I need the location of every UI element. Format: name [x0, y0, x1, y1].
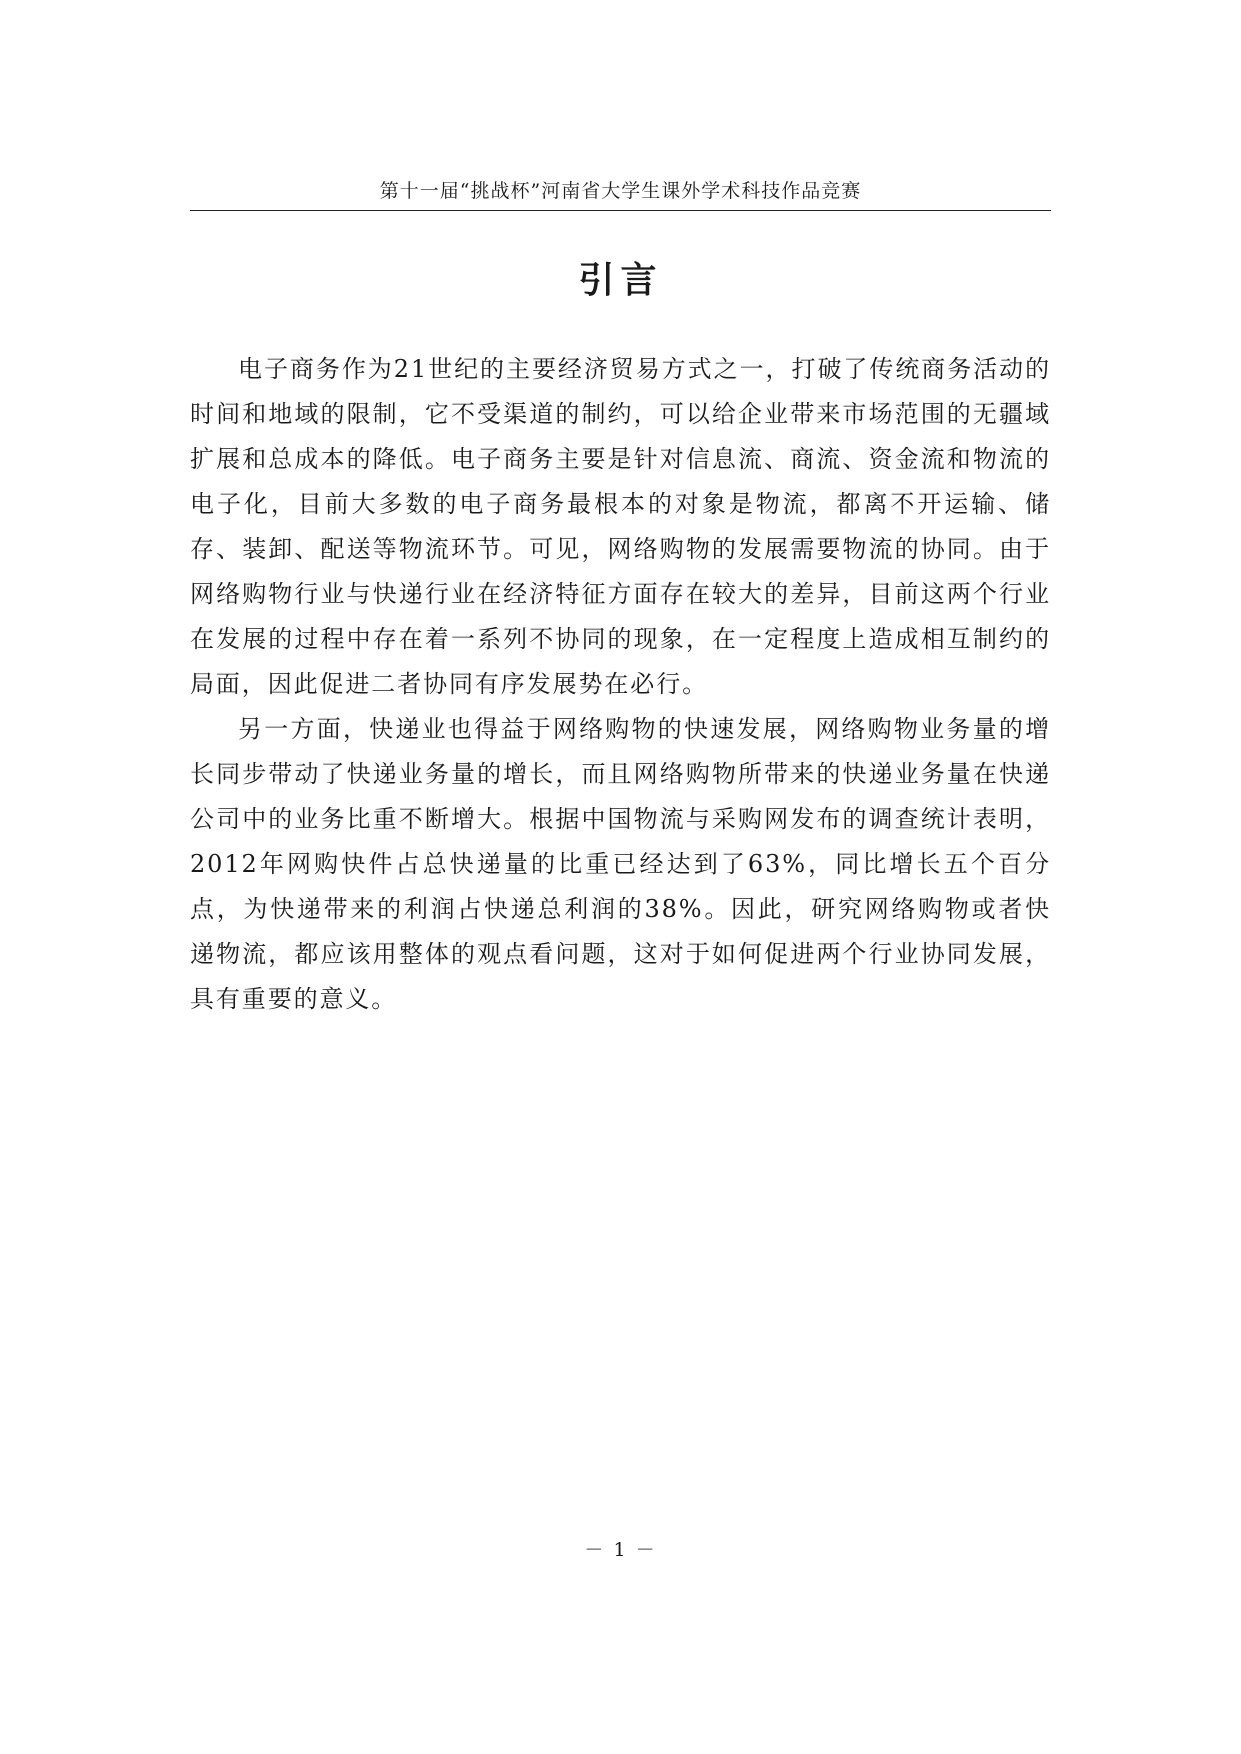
section-title: 引言 [578, 260, 663, 301]
page-number: － 1 － [584, 1539, 657, 1561]
paragraph: 另一方面，快递业也得益于网络购物的快速发展，网络购物业务量的增长同步带动了快递业务量的增长，而且网络购物所带来的快递业务量在快递公司中的业务比重不断增大。根据中国物流与采购网发布的调查统计表明，2012年网购快件占总快递量的比重已经达到了63%，同比增长五个百分点，为快递带来的利润占快递总利润的38%。因此，研究网络购物或者快递物流，都应该用整体的观点看问题，这对于如何促进两个行业协同发展，具有重要的意义。 [190, 715, 1051, 1013]
paragraph: 电子商务作为21世纪的主要经济贸易方式之一，打破了传统商务活动的时间和地域的限制，它不受渠道的制约，可以给企业带来市场范围的无疆域扩展和总成本的降低。电子商务主要是针对信息流、商流、资金流和物流的电子化，目前大多数的电子商务最根本的对象是物流，都离不开运输、储存、装卸、配送等物流环节。可见，网络购物的发展需要物流的协同。由于网络购物行业与快递行业在经济特征方面存在较大的差异，目前这两个行业在发展的过程中存在着一系列不协同的现象，在一定程度上造成相互制约的局面，因此促进二者协同有序发展势在必行。 [190, 355, 1051, 698]
body-text [190, 347, 1051, 1022]
running-header: 第十一届“挑战杯”河南省大学生课外学术科技作品竞赛 [190, 176, 1051, 211]
